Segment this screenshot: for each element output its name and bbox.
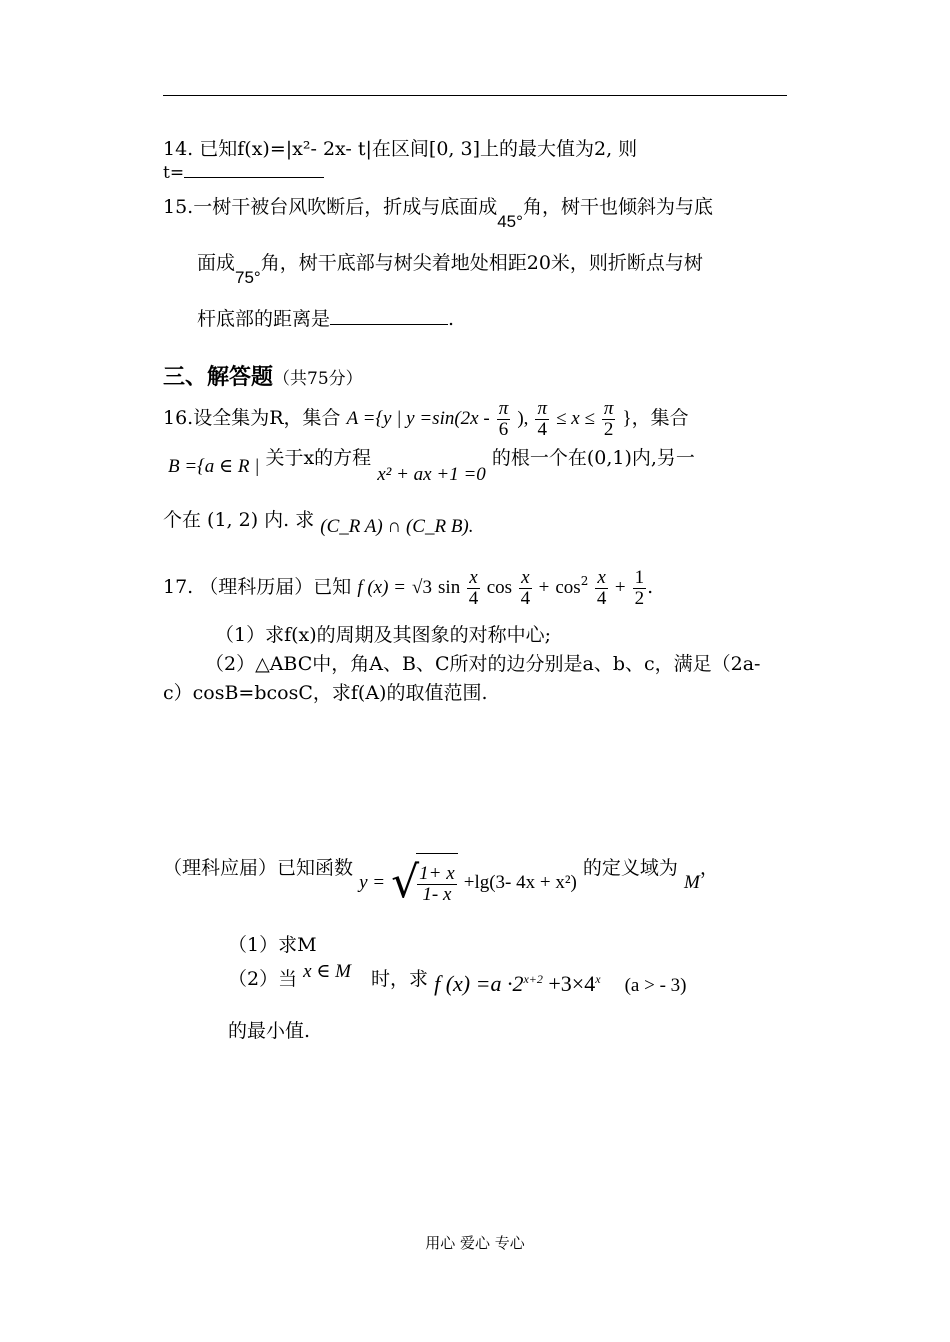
section-title: 三、解答题: [163, 365, 274, 390]
q14-answer-blank: [184, 177, 324, 178]
q18-exp2: x: [595, 972, 601, 986]
q15-line1: [163, 192, 713, 231]
q17-cos2: cos: [555, 577, 581, 598]
q18-part1: [228, 930, 317, 957]
q18-comma: ，: [699, 857, 719, 879]
q14-text: 14. 已知f(x)=|x²- 2x- t|在区间[0, 3]上的最大值为2, 则: [163, 138, 638, 160]
q16-set-b: B ={a ∈ R |: [168, 456, 260, 477]
q18-part1-text: （1）求M: [228, 934, 317, 956]
q15-angle-75: 75°: [235, 268, 261, 287]
frac-num: π: [498, 397, 509, 419]
q17-square: 2: [580, 574, 589, 588]
q16-about: 关于x的方程: [265, 447, 372, 469]
q17-part2-text-a: （2）△ABC中，角A、B、C所对的边分别是a、b、c，满足（2a-: [205, 653, 761, 675]
q18-part3: [228, 1016, 310, 1043]
q14-line1: [163, 134, 637, 161]
q16-line2: [168, 446, 695, 486]
frac-den: 6: [498, 418, 509, 440]
q18-lg: +lg(3- 4x + x²): [463, 872, 577, 893]
q18-sqrt: [391, 852, 458, 914]
q16-inequality: ≤ x ≤: [556, 408, 595, 429]
q16-frac-pi-4: [535, 399, 549, 440]
q16-line3: [163, 505, 474, 537]
q18-fx: f (x) =a ·2: [434, 971, 524, 996]
section-heading: [163, 360, 363, 391]
q15-line3: [197, 304, 454, 331]
header-rule: [163, 95, 787, 96]
q17-part1-text: （1）求f(x)的周期及其图象的对称中心;: [215, 624, 552, 646]
sqrt-sign-icon: √: [391, 857, 420, 909]
q15-text-a: 15.一树干被台风吹断后，折成与底面成: [163, 196, 498, 218]
q18-x-in-M: x ∈ M: [303, 961, 351, 982]
q16-frac-pi-2: [602, 399, 616, 440]
q15-text-d: 角，树干底部与树尖着地处相距20米，则折断点与树: [260, 252, 703, 274]
q17-part2a: [205, 649, 760, 676]
q18-y-eq: y =: [359, 872, 386, 893]
q17-part2b: [163, 678, 488, 705]
q16-ask: 个在 (1, 2) 内. 求: [163, 509, 315, 531]
q16-mid: ),: [517, 408, 529, 429]
q18-part2: [228, 958, 686, 998]
q17-part2-text-b: c）cosB=bcosC，求f(A)的取值范围.: [163, 682, 488, 704]
q17-cos: cos: [486, 577, 513, 598]
q17-sqrt3: √3: [412, 577, 432, 598]
q15-text-c: 面成: [197, 252, 236, 274]
q17-plus: +: [538, 577, 550, 598]
frac-den: 2: [603, 418, 614, 440]
q16-prefix: 16.设全集为R，集合: [163, 407, 341, 429]
frac-num: x: [469, 566, 478, 588]
q15-text-b: 角，树干也倾斜为与底: [522, 196, 713, 218]
q18-suffix: 的定义域为: [582, 857, 678, 879]
q14-line2: [163, 163, 324, 183]
q16-frac-pi-6: [497, 399, 511, 440]
q17-part1: [215, 620, 551, 647]
frac-den: 2: [634, 587, 645, 609]
frac-den: 4: [537, 418, 547, 440]
q18-line1: [163, 852, 719, 912]
frac-den: 4: [520, 587, 531, 609]
q14-answer-label: t=: [163, 163, 185, 183]
q18-part2-when: （2）当: [228, 968, 298, 990]
frac-num: π: [537, 397, 547, 419]
q18-M: M: [683, 872, 700, 893]
q17-frac-x4-b: [519, 568, 531, 609]
page-footer: [0, 1232, 950, 1253]
q18-function: [434, 971, 600, 996]
footer-text: 用心 爱心 专心: [425, 1234, 525, 1252]
q16-line1: [163, 393, 689, 443]
q18-part2-ask: 时，求: [371, 968, 429, 990]
frac-num: π: [603, 397, 614, 419]
q17-line1: 17. （理科历届）已知 f (x) = √3 sin $\frac{x}{4}$ cos $\frac{x}{4}$ + $\cos^2$ $\frac{x}{4}$ + $\frac{1}{2}$ .: [163, 566, 654, 609]
q16-close: }: [622, 408, 632, 429]
frac-den: 4: [596, 587, 607, 609]
q17-frac-x4-c: [595, 568, 607, 609]
q17-plus-2: +: [614, 577, 626, 598]
q17-frac-half: [633, 568, 647, 609]
q17-sin: sin: [438, 577, 461, 598]
q15-text-e: 杆底部的距离是: [197, 308, 331, 330]
q16-roots: 的根一个在(0,1)内,另一: [491, 447, 695, 469]
q17-func-lhs: f (x) =: [357, 577, 406, 598]
q15-line2: [197, 248, 703, 287]
q18-plus3: +3×4: [548, 971, 596, 996]
q15-period: .: [448, 308, 455, 330]
q18-prefix: （理科应届）已知函数: [163, 857, 354, 879]
q18-frac: [417, 864, 457, 905]
q18-part3-text: 的最小值.: [228, 1020, 311, 1042]
frac-num: 1+ x: [419, 863, 455, 885]
q16-equation: x² + ax +1 =0: [377, 464, 486, 485]
q16-expression: (C_R A) ∩ (C_R B).: [320, 516, 474, 537]
q16-set-a: A ={y | y =sin(2x -: [346, 408, 490, 429]
q15-answer-blank: [330, 324, 448, 325]
q17-frac-x4-a: [467, 568, 479, 609]
q16-suffix: ，集合: [631, 407, 689, 429]
frac-den: 1- x: [422, 884, 452, 906]
q18-condition: (a > - 3): [624, 975, 687, 996]
frac-num: x: [521, 566, 530, 588]
frac-num: x: [597, 566, 606, 588]
q17-prefix: 17. （理科历届）已知: [163, 576, 352, 598]
frac-den: 4: [468, 587, 479, 609]
q18-exp1: x+2: [523, 972, 543, 986]
frac-num: 1: [634, 566, 645, 588]
section-score-note: （共75分）: [273, 369, 363, 389]
q15-angle-45: 45°: [497, 212, 523, 231]
